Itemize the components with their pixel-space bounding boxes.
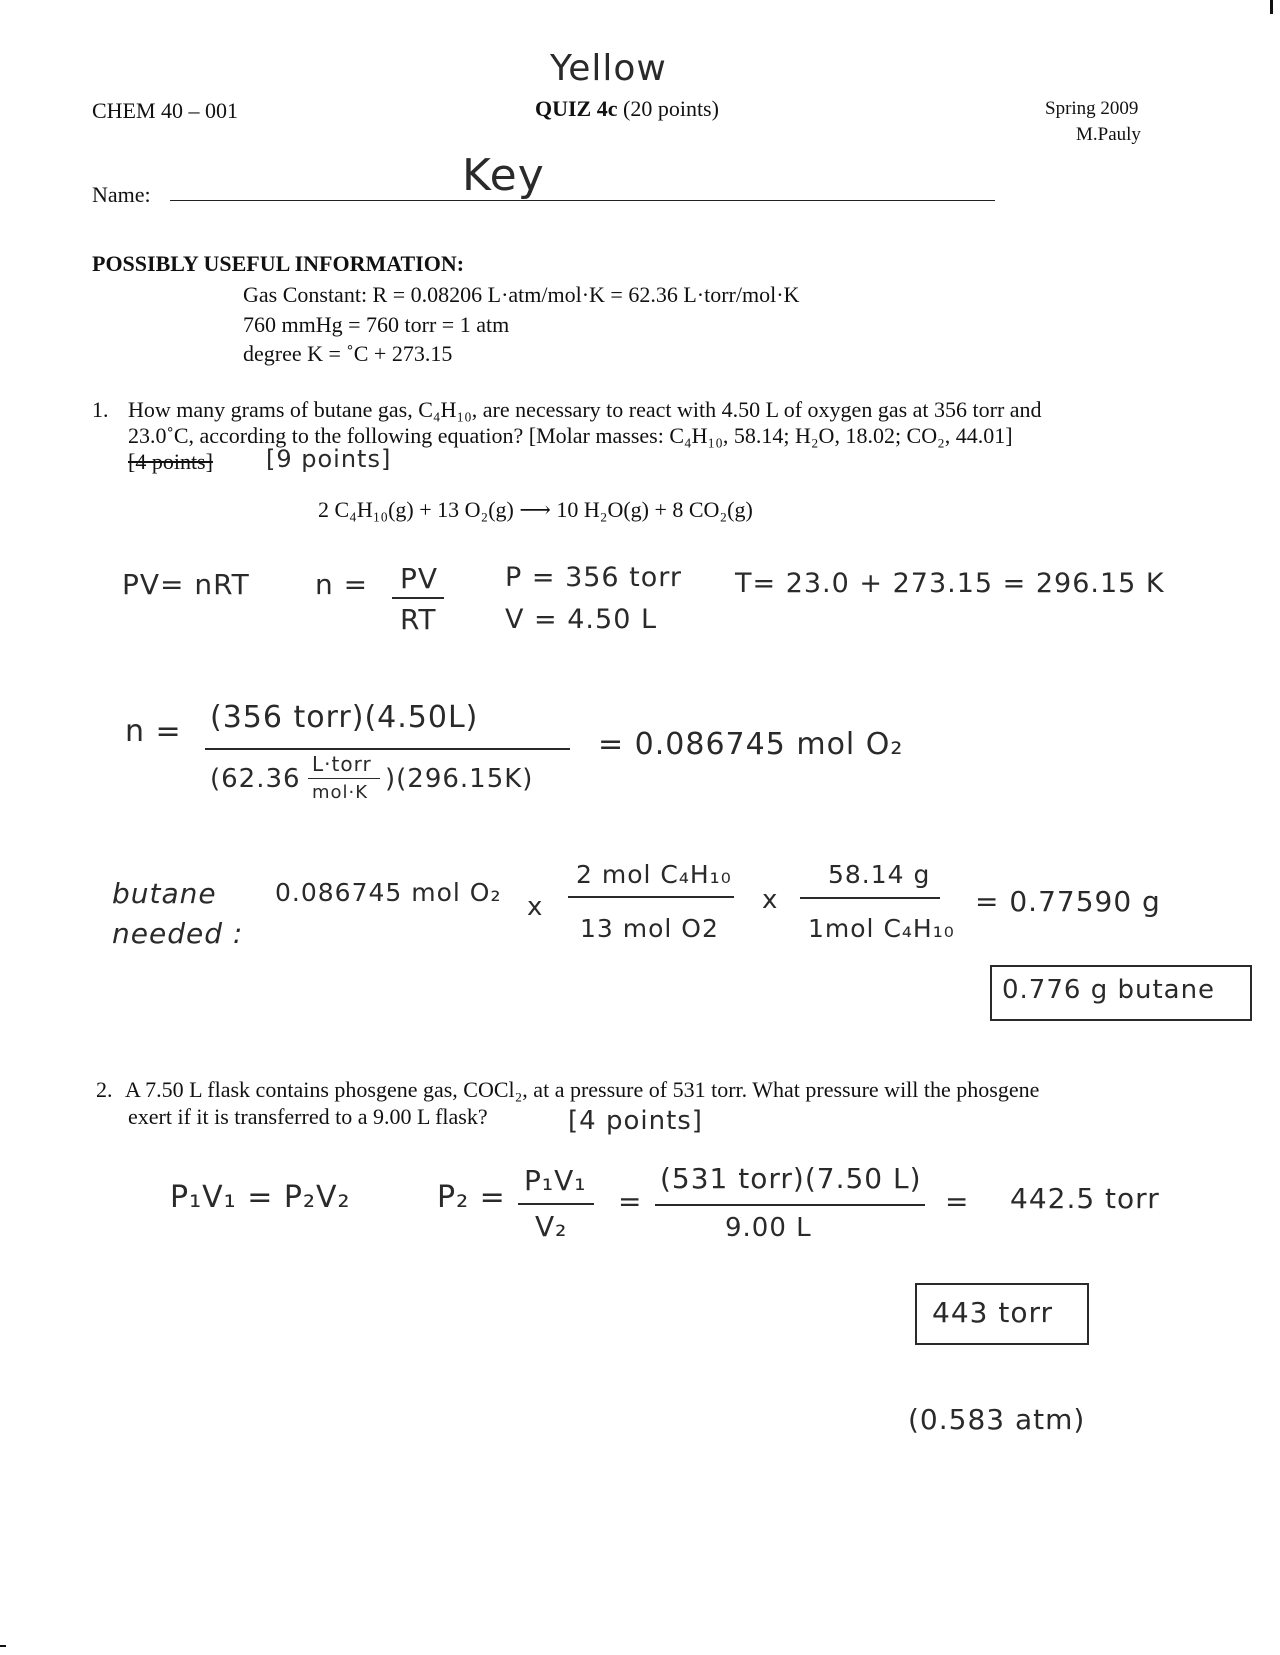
scan-edge-mark	[0, 1645, 6, 1647]
q1-number: 1.	[92, 397, 109, 422]
q2-atm-conversion: (0.583 atm)	[908, 1403, 1086, 1436]
handwritten-color-label: Yellow	[550, 48, 667, 89]
ideal-gas-law: PV= nRT	[122, 568, 250, 601]
q2-points-handwritten: [4 points]	[568, 1106, 703, 1136]
n-fraction-numerator: PV	[400, 562, 439, 595]
n2-denominator-a: (62.36	[210, 764, 301, 794]
times-sign-2: x	[762, 885, 779, 915]
q1-text-line1: How many grams of butane gas, C₄H₁₀, are necessary to react with 4.50 L of oxygen gas at 356 torr and	[128, 397, 1042, 422]
quiz-points: (20 points)	[623, 96, 719, 121]
n-equals: n =	[315, 568, 369, 601]
p2-numerator: P₁V₁	[524, 1164, 587, 1197]
substitution-numerator: (531 torr)(7.50 L)	[660, 1162, 922, 1195]
start-quantity: 0.086745 mol O₂	[275, 878, 502, 907]
p2-equals: P₂ =	[437, 1180, 506, 1215]
name-value: Key	[462, 150, 545, 201]
molar-mass-denominator: 1mol C₄H₁₀	[808, 914, 955, 943]
q1-final-answer: 0.776 g butane	[1002, 975, 1216, 1005]
pressure-equivalence: 760 mmHg = 760 torr = 1 atm	[243, 312, 510, 337]
name-underline	[170, 200, 995, 201]
p2-fraction-bar	[518, 1203, 594, 1205]
n-fraction-bar	[392, 597, 444, 599]
pressure-value: P = 356 torr	[505, 562, 683, 593]
temperature-value: T= 23.0 + 273.15 = 296.15 K	[735, 568, 1165, 599]
q1-points-handwritten: [9 points]	[266, 445, 392, 473]
butane-label-2: needed :	[112, 917, 244, 950]
q1-text-line2: 23.0˚C, according to the following equation? [Molar masses: C₄H₁₀, 58.14; H₂O, 18.02; CO₂, 44.01]	[128, 423, 1013, 448]
times-sign-1: x	[527, 892, 544, 922]
temperature-conversion: degree K = ˚C + 273.15	[243, 341, 453, 366]
mole-ratio-denominator: 13 mol O2	[580, 914, 719, 943]
n2-units-top: L·torr	[312, 752, 372, 776]
molar-mass-numerator: 58.14 g	[828, 860, 931, 889]
q2-result: 442.5 torr	[1010, 1182, 1160, 1215]
equals-sign-1: =	[618, 1185, 643, 1218]
volume-value: V = 4.50 L	[505, 604, 658, 635]
q2-final-answer: 443 torr	[932, 1296, 1053, 1329]
molar-mass-bar	[800, 897, 940, 899]
n2-numerator: (356 torr)(4.50L)	[210, 700, 479, 735]
n2-denominator-b: )(296.15K)	[385, 764, 534, 794]
substitution-denominator: 9.00 L	[725, 1213, 812, 1243]
equals-sign-2: =	[945, 1185, 970, 1218]
butane-label-1: butane	[112, 877, 217, 910]
q2-text-line2: exert if it is transferred to a 9.00 L flask?	[128, 1104, 488, 1129]
n-fraction-denominator: RT	[400, 603, 437, 636]
instructor: M.Pauly	[1076, 124, 1141, 145]
substitution-bar	[655, 1204, 925, 1206]
n2-label: n =	[125, 714, 182, 749]
q2-number: 2.	[96, 1077, 113, 1102]
quiz-title	[535, 96, 719, 122]
mole-ratio-bar	[568, 896, 734, 898]
boyles-law: P₁V₁ = P₂V₂	[170, 1180, 351, 1215]
gas-constant: Gas Constant: R = 0.08206 L·atm/mol·K = 62.36 L·torr/mol·K	[243, 282, 800, 307]
p2-denominator: V₂	[535, 1210, 568, 1243]
butane-result: = 0.77590 g	[975, 885, 1161, 918]
q2-text-line1: A 7.50 L flask contains phosgene gas, COCl₂, at a pressure of 531 torr. What pressure will the phosgene	[125, 1077, 1040, 1102]
info-heading: POSSIBLY USEFUL INFORMATION:	[92, 251, 465, 276]
term: Spring 2009	[1045, 98, 1139, 119]
n2-fraction-bar	[205, 748, 570, 750]
q1-equation: 2 C₄H₁₀(g) + 13 O₂(g) ⟶ 10 H₂O(g) + 8 CO₂(g)	[318, 497, 753, 522]
course-code: CHEM 40 – 001	[92, 98, 239, 123]
scan-edge-mark	[1270, 0, 1273, 14]
name-label: Name:	[92, 182, 151, 207]
n2-result: = 0.086745 mol O₂	[598, 727, 904, 762]
mole-ratio-numerator: 2 mol C₄H₁₀	[576, 860, 732, 889]
n2-units-bar	[308, 778, 380, 779]
q1-points-struck: [4 points]	[128, 449, 213, 474]
n2-units-bottom: mol·K	[312, 782, 369, 803]
quiz-title-bold: QUIZ 4c	[535, 96, 618, 121]
